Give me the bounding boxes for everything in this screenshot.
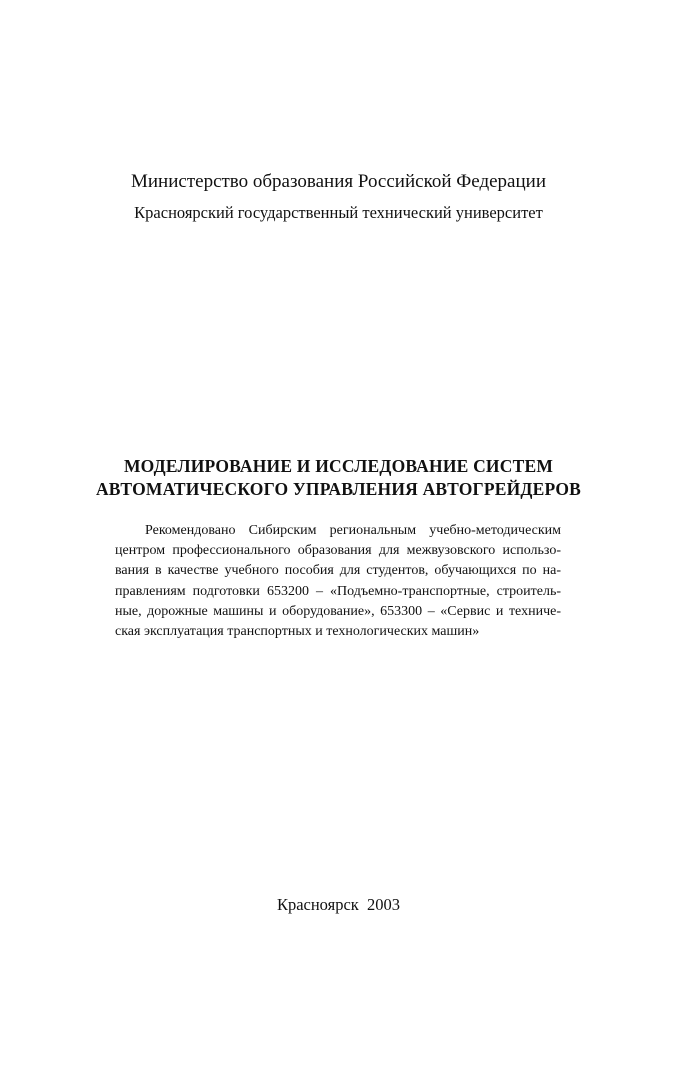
- recommendation-line-4: правлениям подготовки 653200 – «Подъемно-транспортные, строитель-: [115, 583, 561, 599]
- recommendation-line-1: Рекомендовано Сибирским региональным учебно-методическим: [145, 523, 561, 538]
- title-line-1: МОДЕЛИРОВАНИЕ И ИССЛЕДОВАНИЕ СИСТЕМ: [123, 456, 554, 476]
- recommendation-line-2: центром профессионального образования для межвузовского использо-: [115, 543, 561, 559]
- university-name: Красноярский государственный технический университет: [134, 203, 543, 222]
- recommendation-text: [115, 521, 561, 642]
- document-title: [0, 455, 677, 501]
- recommendation-line-3: вания в качестве учебного пособия для студентов, обучающихся по на-: [115, 563, 561, 579]
- recommendation-line-5: ные, дорожные машины и оборудование», 653300 – «Сервис и техниче-: [115, 603, 561, 619]
- recommendation-line-6: ская эксплуатация транспортных и технологических машин»: [115, 624, 480, 640]
- ministry-name: Министерство образования Российской Федерации: [131, 171, 546, 192]
- title-line-2: АВТОМАТИЧЕСКОГО УПРАВЛЕНИЯ АВТОГРЕЙДЕРОВ: [95, 479, 582, 499]
- city-and-year: Красноярск 2003: [276, 895, 401, 914]
